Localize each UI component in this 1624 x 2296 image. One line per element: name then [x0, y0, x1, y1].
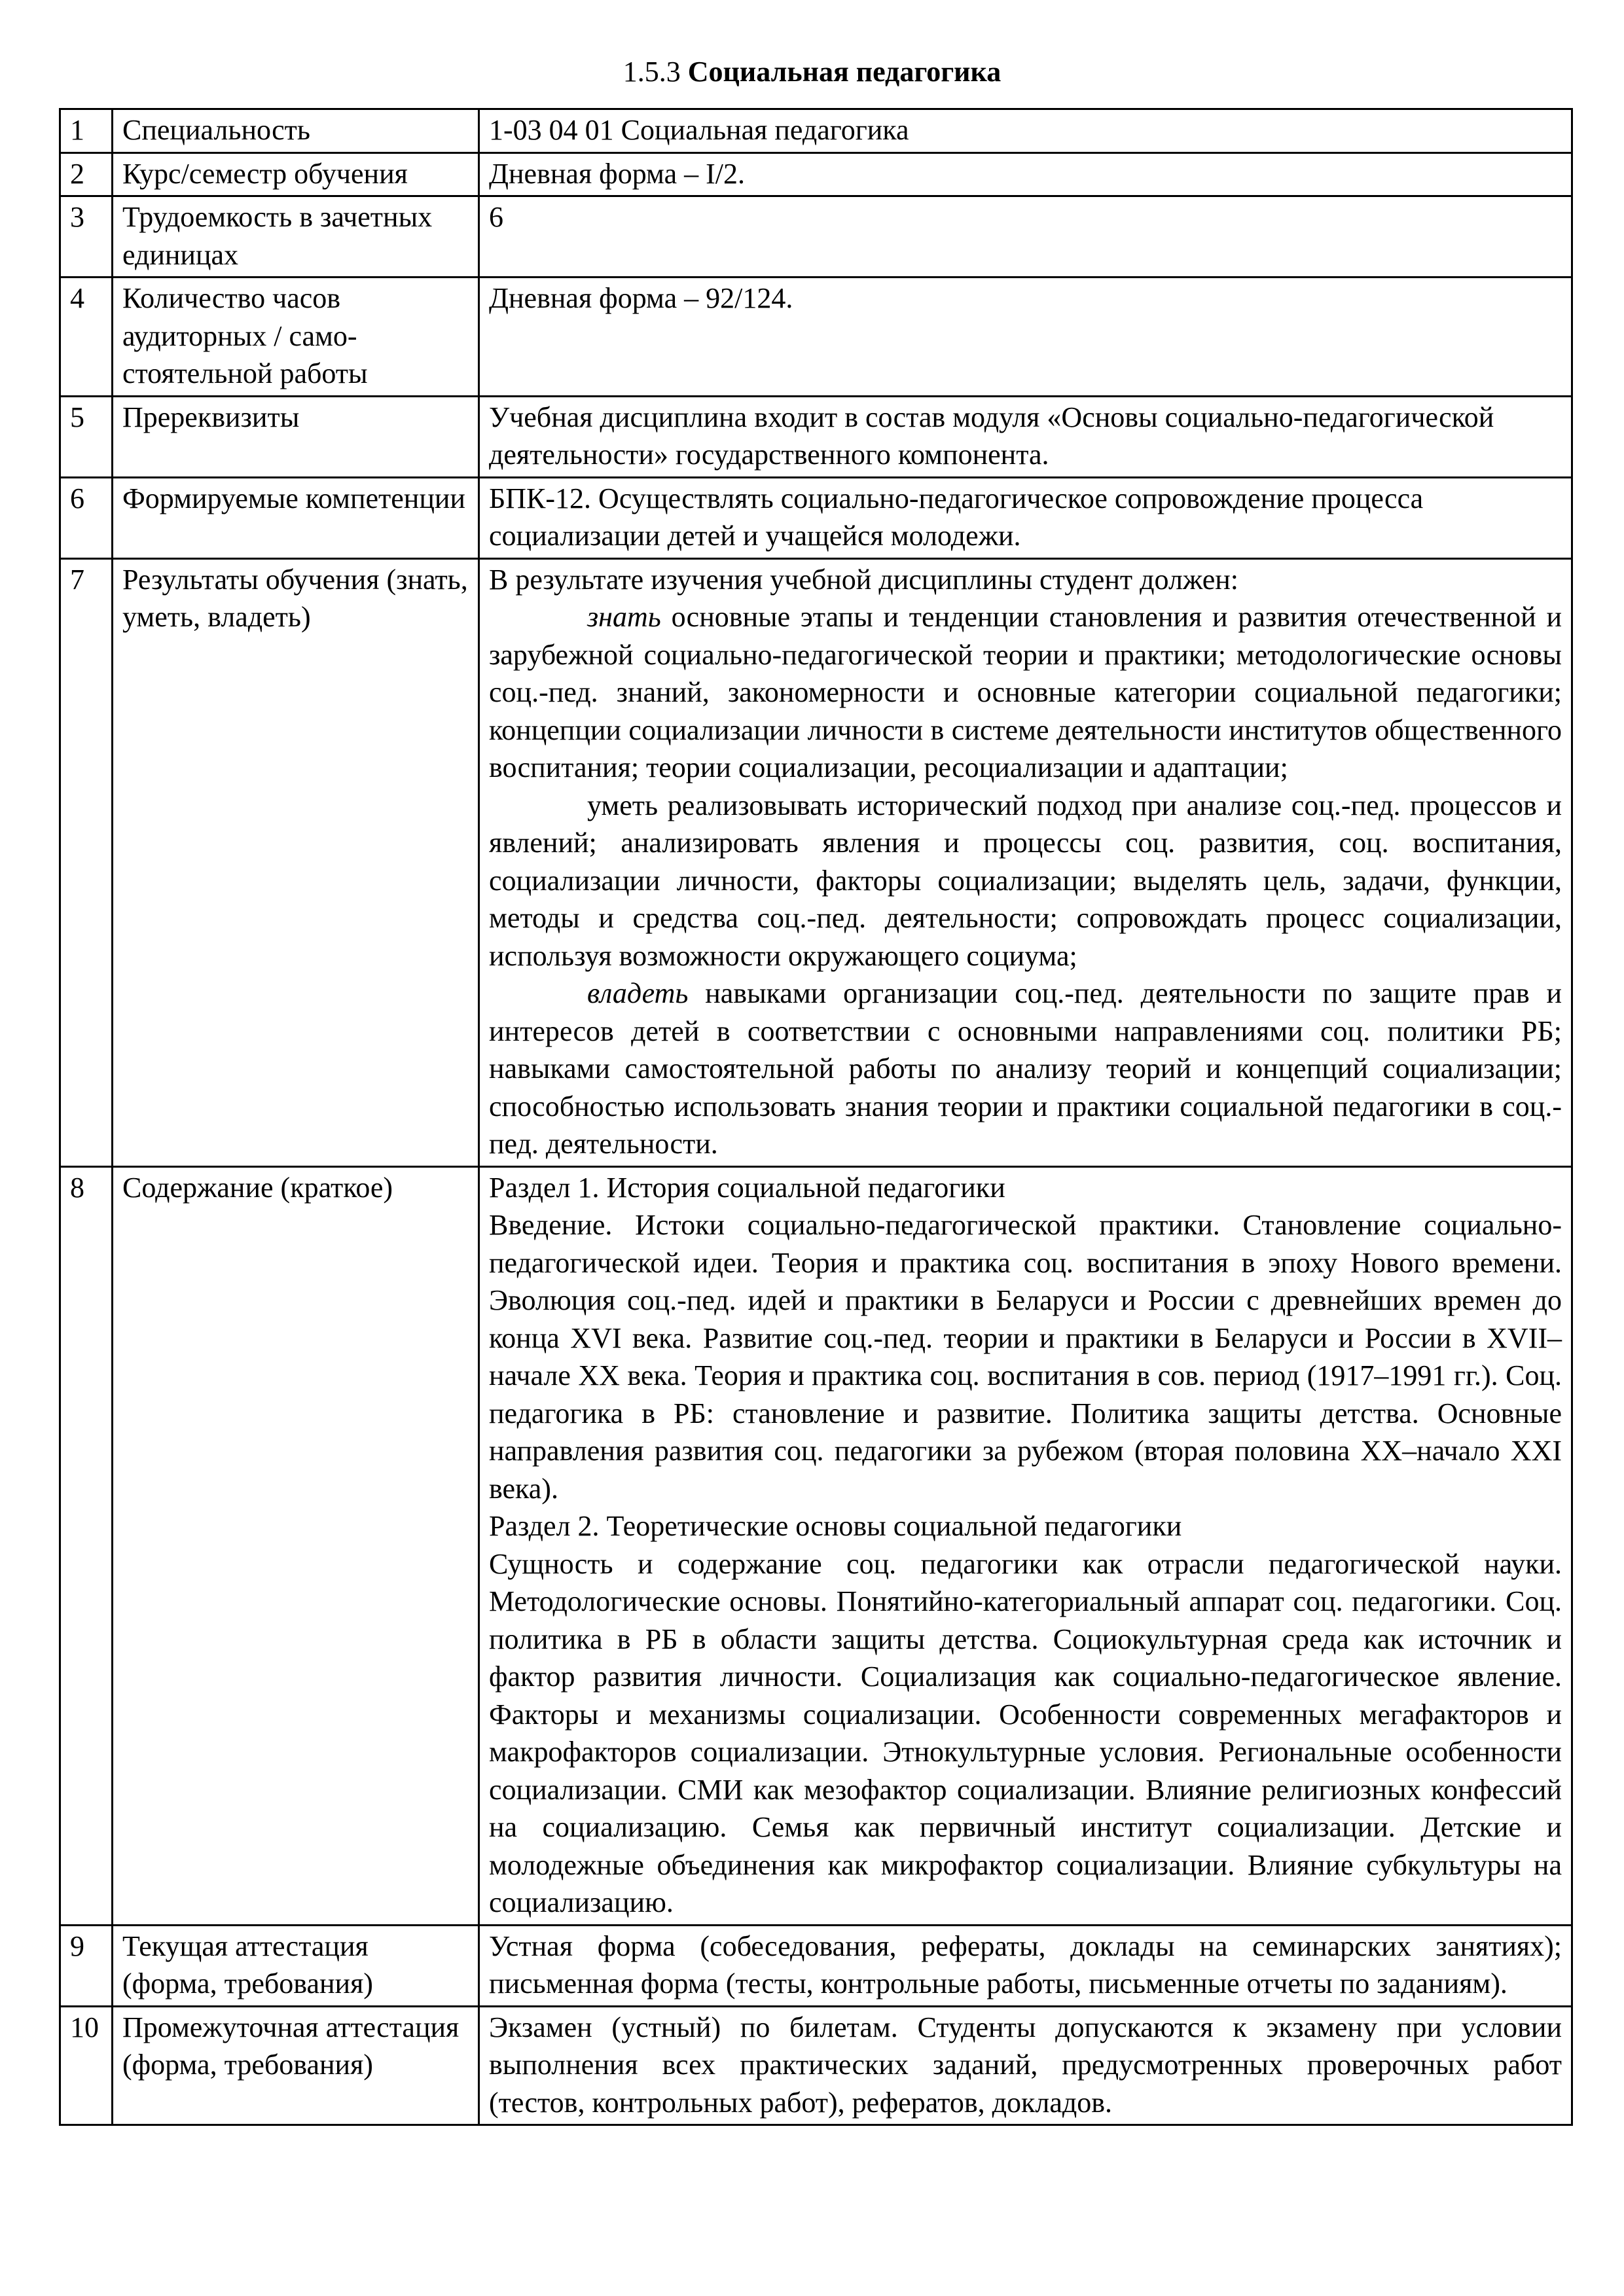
row-label: Количество часов аудиторных / самостоятельной работы	[113, 278, 479, 397]
know-word: знать	[587, 601, 661, 633]
row-content: БПК-12. Осуществлять социально-педагогическое сопровождение процесса социализации детей и учащейся молодежи.	[479, 477, 1572, 558]
row-number: 8	[60, 1166, 113, 1925]
section-1-title: Раздел 1. История социальной педагогики	[489, 1171, 1005, 1204]
table-row	[60, 396, 1572, 477]
section-2-text: Сущность и содержание соц. педагогики как отрасли педагогической науки. Методологические основы. Понятийно-категориальный аппарат соц. педагогики. Соц. политика в РБ в области защиты детства. Социокультурная среда как источник и фактор развития личности. Социализация как социально-педагогическое явление. Факторы и механизмы социализации. Особенности современных мегафакторов и макрофакторов социализации. Этнокультурные условия. Региональные особенности социализации. СМИ как мезофактор социализации. Влияние религиозных конфессий на социализацию. Семья как первичный институт социализации. Детские и молодежные объединения как микрофактор социализации. Влияние субкультуры на социализацию.	[489, 1547, 1562, 1918]
row-label: Промежуточная аттестация (форма, требования)	[113, 2006, 479, 2125]
results-intro: В результате изучения учебной дисциплины студент должен:	[489, 563, 1239, 596]
row-number: 3	[60, 196, 113, 278]
row-content	[479, 558, 1572, 1166]
table-row	[60, 1166, 1572, 1925]
table-row	[60, 1925, 1572, 2006]
row-label: Курс/семестр обучения	[113, 152, 479, 196]
section-1-text: Введение. Истоки социально-педагогической практики. Становление социально-педагогической идеи. Теория и практика соц. воспитания в эпоху Нового времени. Эволюция соц.-пед. идей и практики в Беларуси и России с древнейших времен до конца XVI века. Развитие соц.-пед. теории и практики в Беларуси и России в XVII–начале XX века. Теория и практика соц. воспитания в сов. период (1917–1991 гг.). Соц. педагогика в РБ: становление и развитие. Политика защиты детства. Основные направления развития соц. педагогики за рубежом (вторая половина XX–начало XXI века).	[489, 1209, 1562, 1505]
row-number: 10	[60, 2006, 113, 2125]
row-label: Формируемые компетенции	[113, 477, 479, 558]
table-row	[60, 196, 1572, 278]
row-number: 5	[60, 396, 113, 477]
row-number: 4	[60, 278, 113, 397]
section-number: 1.5.3	[623, 56, 681, 88]
own-word: владеть	[587, 977, 689, 1009]
table-row	[60, 477, 1572, 558]
table-row	[60, 152, 1572, 196]
table-row	[60, 558, 1572, 1166]
row-content: Дневная форма – 92/124.	[479, 278, 1572, 397]
know-text: основные этапы и тенденции становления и развития отечественной и зарубежной социально-педагогической теории и практики; методологические основы соц.-пед. знаний, закономерности и основные категории социальной педагогики; концепции социализации личности в системе деятельности институтов общественного воспитания; теории социализации, ресоциализации и адаптации;	[489, 601, 1562, 783]
results-own	[489, 975, 1562, 1163]
row-content: 1-03 04 01 Социальная педагогика	[479, 109, 1572, 153]
page-title	[0, 52, 1624, 92]
row-label: Трудоемкость в зачетных единицах	[113, 196, 479, 278]
section-name: Социальная педагогика	[687, 56, 1001, 88]
table-row	[60, 278, 1572, 397]
row-content	[479, 1166, 1572, 1925]
row-content: Устная форма (собеседования, рефераты, доклады на семинарских занятиях); письменная форма (тесты, контрольные работы, письменные отчеты по заданиям).	[479, 1925, 1572, 2006]
row-number: 1	[60, 109, 113, 153]
discipline-table	[59, 108, 1573, 2126]
row-number: 2	[60, 152, 113, 196]
row-label: Результаты обучения (знать, уметь, владеть)	[113, 558, 479, 1166]
row-number: 9	[60, 1925, 113, 2006]
results-can: уметь реализовывать исторический подход при анализе соц.-пед. процессов и явлений; анализировать явления и процессы соц. развития, соц. воспитания, социализации личности, факторы социализации; выделять цель, задачи, функции, методы и средства соц.-пед. деятельности; сопровождать процесс социализации, используя возможности окружающего социума;	[489, 789, 1562, 972]
row-label: Содержание (краткое)	[113, 1166, 479, 1925]
row-content: Экзамен (устный) по билетам. Студенты допускаются к экзамену при условии выполнения всех практических заданий, предусмотренных проверочных работ (тестов, контрольных работ), рефератов, докладов.	[479, 2006, 1572, 2125]
row-number: 7	[60, 558, 113, 1166]
row-content: Учебная дисциплина входит в состав модуля «Основы социально-педагогической деятельности» государственного компонента.	[479, 396, 1572, 477]
row-content: 6	[479, 196, 1572, 278]
row-label: Текущая аттестация (форма, требования)	[113, 1925, 479, 2006]
row-content: Дневная форма – I/2.	[479, 152, 1572, 196]
row-label: Специальность	[113, 109, 479, 153]
row-label: Пререквизиты	[113, 396, 479, 477]
table-row	[60, 109, 1572, 153]
table-row	[60, 2006, 1572, 2125]
results-know	[489, 598, 1562, 787]
own-text: навыками организации соц.-пед. деятельности по защите прав и интересов детей в соответствии с основными направлениями соц. политики РБ; навыками самостоятельной работы по анализу теорий и концепций социализации; способностью использовать знания теории и практики социальной педагогики в соц.-пед. деятельности.	[489, 977, 1562, 1160]
section-2-title: Раздел 2. Теоретические основы социальной педагогики	[489, 1510, 1182, 1542]
row-number: 6	[60, 477, 113, 558]
